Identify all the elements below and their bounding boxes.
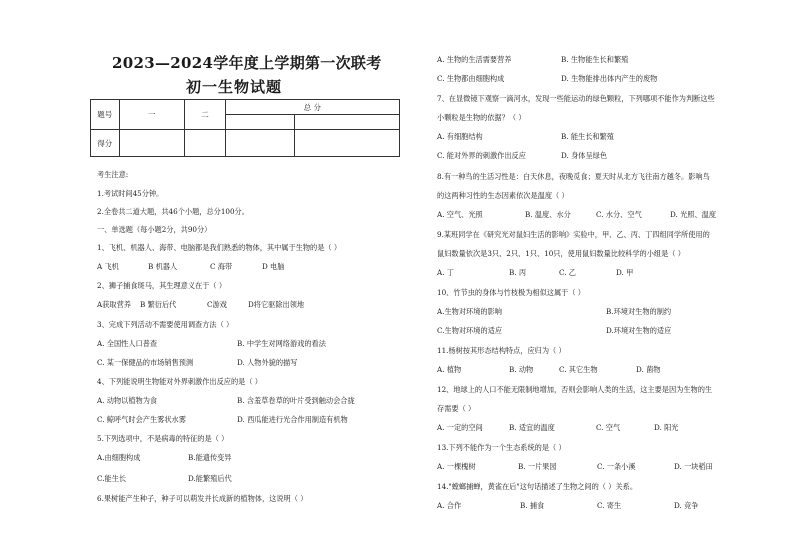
question-option: C. 某一保健品的市场销售预测 <box>97 358 194 367</box>
question-option: D.环境对生物的适应 <box>606 326 672 335</box>
score-table-cell <box>225 130 295 157</box>
question-option: B. 适宜的温度 <box>509 423 555 432</box>
question-option: C. 乙 <box>559 268 576 277</box>
question-stem: 9.某班同学在《研究光对鼠妇生活的影响》实验中，甲、乙、丙、丁四组同学所使用的 <box>437 230 710 239</box>
question-option: D. 甲 <box>616 268 634 277</box>
score-table-cell <box>225 115 295 130</box>
question-option: A. 生物的生活需要营养 <box>437 55 512 64</box>
question-option: D. 人物外貌的描写 <box>237 358 298 367</box>
question-option: C. 水分、空气 <box>596 210 642 219</box>
question-option: B. 动物 <box>509 365 534 374</box>
notes-heading: 考生注意: <box>97 170 129 179</box>
question-stem: 14."螳螂捕蝉，黄雀在后"这句话描述了生物之间的（ ）关系。 <box>437 482 638 491</box>
question-option: A.生物对环境的影响 <box>437 307 502 316</box>
question-stem: 11.杨树按其形态结构特点，应归为（ ） <box>437 346 566 355</box>
question-option: C. 寄生 <box>597 501 622 510</box>
score-table-total: 总 分 <box>225 100 399 115</box>
score-table-cell <box>295 115 400 130</box>
question-stem-cont: 存需要（ ） <box>437 404 476 413</box>
question-stem: 12、地球上的人口不能无限制地增加，否则会影响人类的生活，这主要是因为生物的生 <box>437 385 713 394</box>
question-option: B. 一片果园 <box>518 462 557 471</box>
question-option: A获取营养 <box>97 300 131 309</box>
question-option: D. 生物能排出体内产生的废物 <box>561 74 658 83</box>
exam-subtitle: 初一生物试题 <box>186 78 283 96</box>
question-option: A. 全国性人口普查 <box>97 339 158 348</box>
score-table-cell <box>119 130 185 157</box>
question-stem: 7、在显微镜下观察一滴河水，发现一些能运动的绿色颗粒，下列哪项不能作为判断这些 <box>437 94 715 103</box>
question-stem: 6.果树能产生种子，种子可以萌发并长成新的植物体，这说明（ ） <box>97 494 308 503</box>
question-stem: 2、狮子捕食斑马，其生理意义在于（ ） <box>97 281 227 290</box>
question-stem: 1、飞机、机器人、海带、电脑都是我们熟悉的物体，其中属于生物的是（ ） <box>97 243 342 252</box>
question-option: B.能遗传变异 <box>188 453 232 462</box>
question-option: C 海带 <box>210 262 233 271</box>
question-option: D.能繁殖后代 <box>188 474 232 483</box>
question-option: B 繁衍后代 <box>140 300 177 309</box>
question-option: A. 丁 <box>437 268 454 277</box>
question-option: A. 动物以植物为食 <box>97 396 158 405</box>
question-stem: 10、竹节虫的身体与竹枝极为相似这属于（ ） <box>437 288 585 297</box>
score-table-part1: 一 <box>119 100 185 130</box>
score-table <box>90 99 400 157</box>
question-stem: 13.下列不能作为一个生态系统的是（ ） <box>437 443 566 452</box>
question-option: C. 一条小溪 <box>597 462 636 471</box>
score-table-part2: 二 <box>185 100 225 130</box>
question-option: B. 温度、水分 <box>525 210 571 219</box>
question-option: B.环境对生物的制约 <box>606 307 672 316</box>
question-option: D. 菌物 <box>636 365 661 374</box>
note-item: 1.考试时间45分钟。 <box>97 189 164 198</box>
question-option: D. 身体呈绿色 <box>561 151 608 160</box>
question-option: B. 生物能生长和繁殖 <box>561 55 629 64</box>
score-table-row-label: 得分 <box>91 130 120 157</box>
question-stem: 8.有一种鸟的生活习性是：白天休息，夜晚觅食；夏天时从北方飞往南方越冬。影响鸟 <box>437 172 710 181</box>
question-option: A. 一棵槐树 <box>437 462 476 471</box>
question-option: C.生物对环境的适应 <box>437 326 503 335</box>
note-item: 2.全卷共二道大题，共46个小题，总分100分。 <box>97 207 249 216</box>
question-stem-cont: 小颗粒是生物的依据？（ ） <box>437 113 526 122</box>
question-stem: 4、下列能说明生物能对外界刺激作出反应的是（ ） <box>97 377 262 386</box>
question-option: B. 丙 <box>509 268 527 277</box>
question-option: C. 鲸呼气时会产生雾状水雾 <box>97 415 186 424</box>
question-option: D. 竞争 <box>674 501 699 510</box>
section-heading: 一、单选题（每小题2分，共90分） <box>97 225 212 234</box>
question-option: C. 生物都由细胞构成 <box>437 74 505 83</box>
question-option: A. 有细胞结构 <box>437 132 483 141</box>
question-option: D. 一块稻田 <box>674 462 713 471</box>
question-option: D将它驱除出领地 <box>248 300 305 309</box>
question-option: B. 含羞草卷草的叶片受到触动会合拢 <box>237 396 355 405</box>
question-stem: 3、完成下列活动不需要使用调查方法（ ） <box>97 320 234 329</box>
question-option: A 飞机 <box>97 262 119 271</box>
question-option: B. 捕食 <box>520 501 545 510</box>
question-option: C游戏 <box>207 300 227 309</box>
question-option: D. 阳光 <box>654 423 679 432</box>
question-option: B. 中学生对网络游戏的看法 <box>237 339 326 348</box>
question-option: A. 合作 <box>437 501 462 510</box>
question-stem-cont: 鼠妇数量依次是3只、2只、1只、10只，使用鼠妇数量比较科学的小组是（ ） <box>437 249 685 258</box>
question-option: C. 能对外界的刺激作出反应 <box>437 151 526 160</box>
question-stem-cont: 的这两种习性的生态因素依次是温度（ ） <box>437 191 569 200</box>
question-option: D 电脑 <box>262 262 285 271</box>
question-option: A. 植物 <box>437 365 462 374</box>
question-option: C. 其它生物 <box>559 365 598 374</box>
question-stem: 5.下列选项中，不是病毒的特征的是（ ） <box>97 434 229 443</box>
question-option: C.能生长 <box>97 474 127 483</box>
question-option: A. 一定的空间 <box>437 423 483 432</box>
score-table-cell <box>295 130 400 157</box>
question-option: C. 空气 <box>596 423 621 432</box>
question-option: A.由细胞构成 <box>97 453 141 462</box>
exam-title: 2023—2024学年度上学期第一次联考 <box>112 54 382 72</box>
score-table-label: 题号 <box>91 100 120 130</box>
question-option: D. 光照、温度 <box>670 210 717 219</box>
question-option: B 机器人 <box>148 262 178 271</box>
score-table-cell <box>185 130 225 157</box>
question-option: A. 空气、光照 <box>437 210 483 219</box>
question-option: D. 西瓜能进行光合作用制造有机物 <box>237 415 348 424</box>
question-option: B. 能生长和繁殖 <box>561 132 614 141</box>
